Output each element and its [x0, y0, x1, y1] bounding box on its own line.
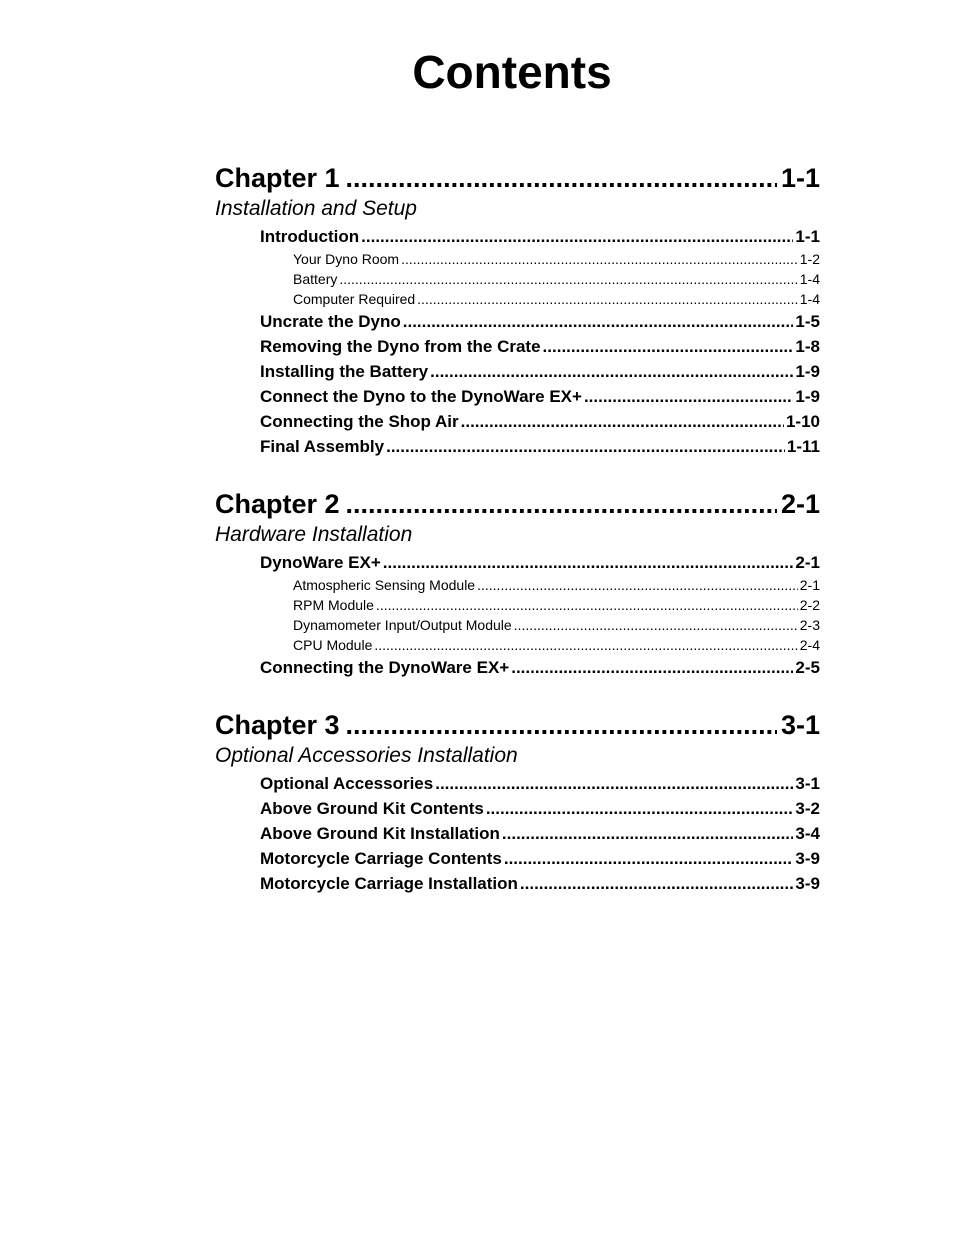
dot-leader [514, 615, 798, 635]
toc-entry-introduction[interactable] [260, 224, 820, 249]
entry-title: CPU Module [293, 637, 373, 653]
page-number: 2-4 [799, 637, 820, 653]
toc-subentry-dynamometer-io-module[interactable] [293, 615, 820, 635]
page-number: 3-4 [795, 824, 820, 843]
toc-entry-removing-the-dyno[interactable] [260, 334, 820, 359]
dot-leader [486, 796, 794, 821]
toc-entry-installing-the-battery[interactable] [260, 359, 820, 384]
page-number: 2-3 [799, 617, 820, 633]
page-number: 1-9 [795, 362, 820, 381]
page-title: Contents [412, 46, 612, 98]
chapter-1-heading[interactable] [215, 161, 820, 195]
chapter-1-block [215, 161, 820, 459]
chapter-label: Chapter 1 [215, 163, 340, 193]
page-number: 1-5 [795, 312, 820, 331]
page-number: 1-1 [795, 227, 820, 246]
dot-leader [477, 575, 798, 595]
page-number: 1-11 [786, 437, 820, 456]
dot-leader [376, 595, 798, 615]
page-number: 1-4 [799, 291, 820, 307]
entry-title: Motorcycle Carriage Contents [260, 849, 502, 868]
dot-leader [435, 771, 793, 796]
dot-leader [584, 384, 793, 409]
dot-leader [339, 269, 797, 289]
page-number: 2-1 [795, 553, 820, 572]
page-number: 2-1 [799, 577, 820, 593]
chapter-3-block [215, 708, 820, 896]
chapter-subtitle: Installation and Setup [215, 197, 417, 220]
chapter-subtitle: Hardware Installation [215, 523, 413, 546]
toc-subentry-atmospheric-sensing-module[interactable] [293, 575, 820, 595]
entry-title: Installing the Battery [260, 362, 429, 381]
dot-leader [430, 359, 793, 384]
toc-subentry-cpu-module[interactable] [293, 635, 820, 655]
page-number: 1-1 [780, 163, 820, 193]
chapter-2-block [215, 487, 820, 680]
entry-title: Uncrate the Dyno [260, 312, 401, 331]
dot-leader [346, 708, 777, 742]
dot-leader [361, 224, 793, 249]
dot-leader [504, 846, 794, 871]
dot-leader [346, 487, 777, 521]
dot-leader [401, 249, 798, 269]
page-number: 3-9 [795, 874, 820, 893]
dot-leader [543, 334, 794, 359]
toc-entry-final-assembly[interactable] [260, 434, 820, 459]
toc-entry-dynoware-ex[interactable] [260, 550, 820, 575]
toc-entry-connecting-the-dynoware-ex[interactable] [260, 655, 820, 680]
page-number: 3-9 [795, 849, 820, 868]
entry-title: Above Ground Kit Installation [260, 824, 500, 843]
entry-title: Battery [293, 271, 338, 287]
dot-leader [386, 434, 785, 459]
dot-leader [461, 409, 784, 434]
toc-entry-optional-accessories[interactable] [260, 771, 820, 796]
page-number: 2-5 [795, 658, 820, 677]
entry-title: RPM Module [293, 597, 374, 613]
dot-leader [417, 289, 798, 309]
page-number: 1-9 [795, 387, 820, 406]
page-number: 1-10 [785, 412, 820, 431]
page-number: 1-8 [795, 337, 820, 356]
entry-title: DynoWare EX+ [260, 553, 381, 572]
toc-entry-above-ground-kit-installation[interactable] [260, 821, 820, 846]
entry-title: Connect the Dyno to the DynoWare EX+ [260, 387, 582, 406]
page-number: 2-2 [799, 597, 820, 613]
dot-leader [383, 550, 794, 575]
dot-leader [374, 635, 797, 655]
dot-leader [511, 655, 793, 680]
toc-entry-motorcycle-carriage-installation[interactable] [260, 871, 820, 896]
chapter-label: Chapter 3 [215, 710, 340, 740]
page-number: 3-2 [795, 799, 820, 818]
dot-leader [502, 821, 794, 846]
toc-entry-connecting-the-shop-air[interactable] [260, 409, 820, 434]
chapter-2-heading[interactable] [215, 487, 820, 521]
chapter-subtitle: Optional Accessories Installation [215, 744, 518, 767]
toc-entry-motorcycle-carriage-contents[interactable] [260, 846, 820, 871]
entry-title: Atmospheric Sensing Module [293, 577, 476, 593]
entry-title: Above Ground Kit Contents [260, 799, 484, 818]
toc-subentry-rpm-module[interactable] [293, 595, 820, 615]
toc-subentry-your-dyno-room[interactable] [293, 249, 820, 269]
toc-subentry-battery[interactable] [293, 269, 820, 289]
page-number: 3-1 [780, 710, 820, 740]
entry-title: Connecting the Shop Air [260, 412, 459, 431]
toc-entry-above-ground-kit-contents[interactable] [260, 796, 820, 821]
entry-title: Final Assembly [260, 437, 385, 456]
entry-title: Your Dyno Room [293, 251, 400, 267]
dot-leader [520, 871, 794, 896]
dot-leader [346, 161, 777, 195]
entry-title: Introduction [260, 227, 360, 246]
entry-title: Dynamometer Input/Output Module [293, 617, 512, 633]
page-number: 1-4 [799, 271, 820, 287]
entry-title: Computer Required [293, 291, 416, 307]
page-number: 1-2 [799, 251, 820, 267]
entry-title: Connecting the DynoWare EX+ [260, 658, 510, 677]
chapter-label: Chapter 2 [215, 489, 340, 519]
toc-entry-connect-the-dyno[interactable] [260, 384, 820, 409]
entry-title: Optional Accessories [260, 774, 434, 793]
page-number: 3-1 [795, 774, 820, 793]
entry-title: Removing the Dyno from the Crate [260, 337, 541, 356]
page-number: 2-1 [780, 489, 820, 519]
chapter-3-heading[interactable] [215, 708, 820, 742]
toc-entry-uncrate-the-dyno[interactable] [260, 309, 820, 334]
dot-leader [403, 309, 794, 334]
toc-subentry-computer-required[interactable] [293, 289, 820, 309]
entry-title: Motorcycle Carriage Installation [260, 874, 518, 893]
